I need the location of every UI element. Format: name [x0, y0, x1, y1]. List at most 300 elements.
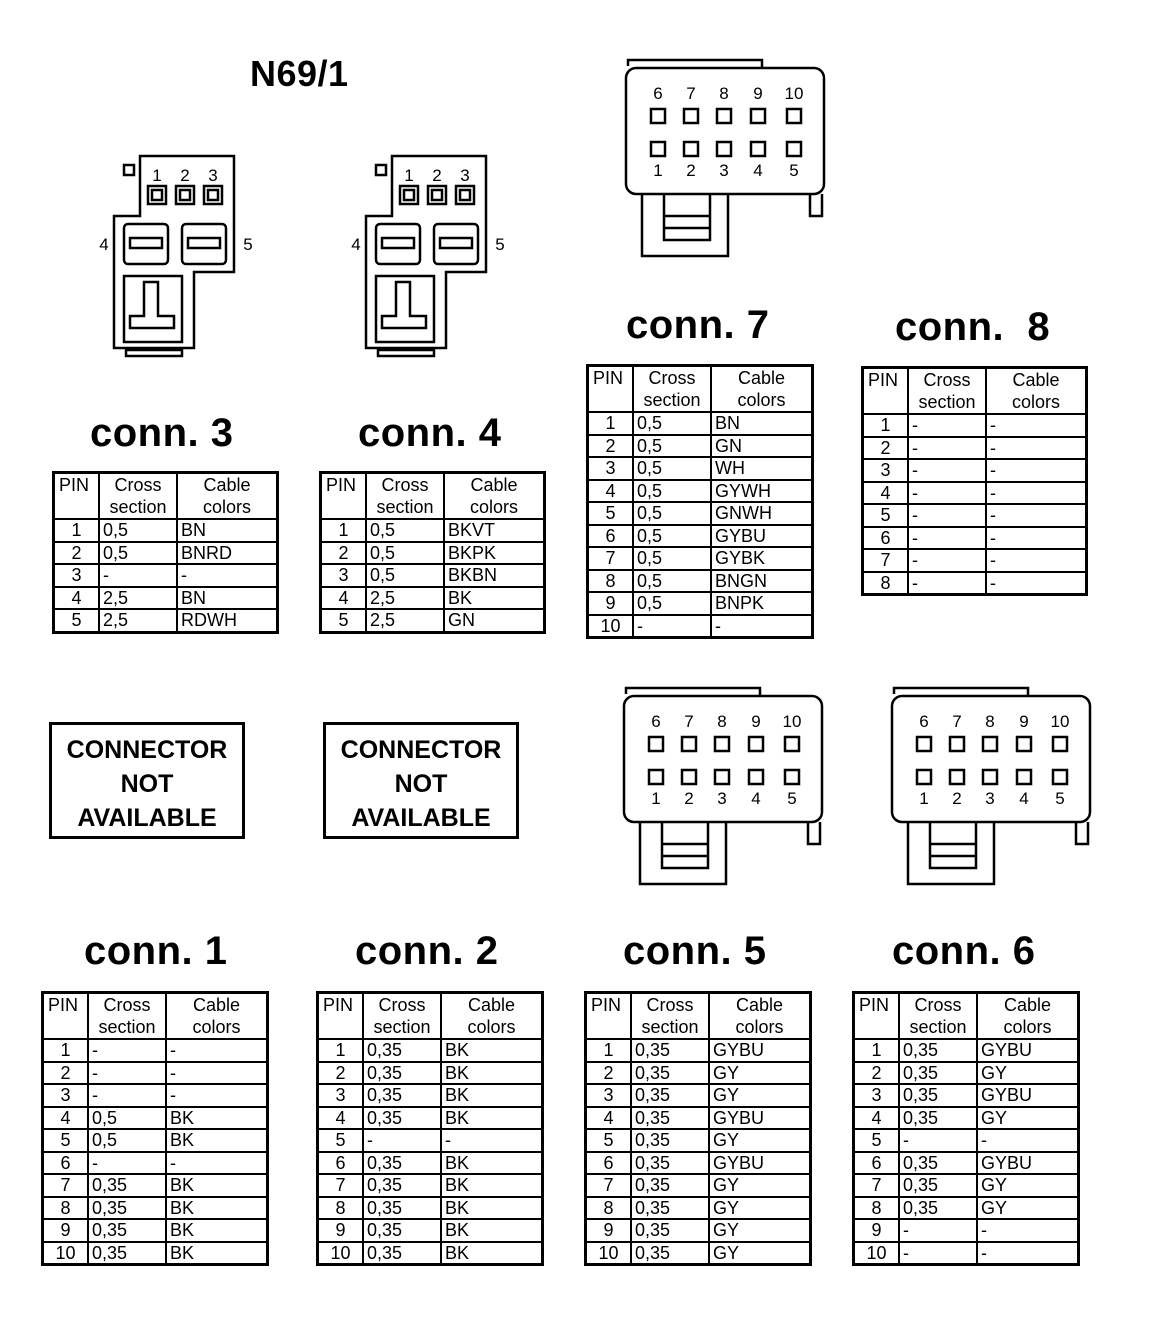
table-row [854, 1129, 1079, 1152]
cable-color-cell: BK [166, 1174, 268, 1197]
cross-section-cell: - [908, 482, 986, 505]
pin-cell: 4 [318, 1107, 364, 1130]
table-row [318, 1062, 543, 1085]
header-pin: PIN [43, 993, 89, 1040]
lock-frame [376, 276, 434, 342]
table-header-row [588, 366, 813, 413]
pin-number-label: 3 [985, 789, 995, 808]
pin-cell: 4 [863, 482, 909, 505]
table-row [321, 587, 545, 610]
cross-section-cell: 0,5 [633, 412, 711, 435]
table-row [54, 587, 278, 610]
pin-number-label: 8 [717, 712, 727, 731]
lock-frame [124, 276, 182, 342]
pin-number-label: 2 [684, 789, 694, 808]
pin-socket [1017, 770, 1031, 784]
table-row [863, 437, 1087, 460]
cross-section-cell: 0,35 [363, 1107, 441, 1130]
table-row [588, 525, 813, 548]
table-row [863, 482, 1087, 505]
pin-socket [950, 770, 964, 784]
table-row [43, 1129, 268, 1152]
pin-cell: 9 [586, 1219, 632, 1242]
pin-cell: 4 [321, 587, 367, 610]
pin-number-label: 10 [1050, 712, 1070, 731]
cross-section-cell: 2,5 [366, 609, 444, 632]
header-pin: PIN [586, 993, 632, 1040]
cable-color-cell: BK [166, 1197, 268, 1220]
pin-cell: 2 [863, 437, 909, 460]
header-cable-colors: Cable colors [709, 993, 811, 1040]
pin-cell: 2 [54, 542, 100, 565]
lock-frame [642, 194, 728, 256]
cable-color-cell: GYBU [709, 1107, 811, 1130]
pin-cell: 3 [588, 457, 634, 480]
pin-cell: 6 [43, 1152, 89, 1175]
cross-section-cell: - [908, 437, 986, 460]
not-available-line3: AVAILABLE [351, 804, 491, 832]
pin-cell: 10 [854, 1242, 900, 1265]
cable-color-cell: GY [709, 1197, 811, 1220]
table-row [321, 519, 545, 542]
cross-section-cell: 0,5 [633, 502, 711, 525]
pin-number-label: 1 [919, 789, 929, 808]
pin-number-label: 8 [719, 84, 729, 103]
table-row [854, 1084, 1079, 1107]
pin-number-label: 9 [1019, 712, 1029, 731]
cross-section-cell: 0,35 [631, 1107, 709, 1130]
cable-color-cell: GY [709, 1129, 811, 1152]
pin-number-label: 1 [651, 789, 661, 808]
pin-cell: 9 [43, 1219, 89, 1242]
table-row [863, 572, 1087, 595]
pin-socket-inner [460, 190, 470, 200]
table-row [588, 502, 813, 525]
pin-cell: 2 [318, 1062, 364, 1085]
table-row [588, 480, 813, 503]
pin-cell: 5 [854, 1129, 900, 1152]
pin-socket [456, 186, 474, 204]
table-row [54, 542, 278, 565]
pin-cell: 6 [318, 1152, 364, 1175]
header-pin: PIN [854, 993, 900, 1040]
table-row [43, 1219, 268, 1242]
cable-color-cell: - [986, 414, 1087, 437]
header-cross-section: Cross section [631, 993, 709, 1040]
table-row [43, 1084, 268, 1107]
pin-cell: 1 [54, 519, 100, 542]
header-pin: PIN [588, 366, 634, 413]
connector-base [378, 350, 434, 356]
cable-color-cell: BK [441, 1152, 543, 1175]
pin-socket-inner [152, 190, 162, 200]
pin-number-label: 5 [495, 235, 505, 254]
pin-cell: 7 [863, 549, 909, 572]
pin-cell: 4 [43, 1107, 89, 1130]
cable-color-cell: BN [177, 587, 278, 610]
cable-color-cell: GY [709, 1219, 811, 1242]
conn7-title: conn. 7 [626, 303, 770, 347]
cross-section-cell: 0,35 [631, 1129, 709, 1152]
table-header-row [863, 368, 1087, 415]
side-latch [810, 194, 822, 216]
cable-color-cell: GY [977, 1197, 1079, 1220]
cable-color-cell: GY [977, 1107, 1079, 1130]
pin-socket [717, 109, 731, 123]
table-row [318, 1084, 543, 1107]
not-available-line1: CONNECTOR [340, 736, 502, 764]
cable-color-cell: GYBU [977, 1152, 1079, 1175]
pin-cell: 10 [586, 1242, 632, 1265]
pin-socket [682, 737, 696, 751]
cable-color-cell: GN [711, 435, 813, 458]
connector-not-available-box-conn1 [49, 722, 245, 839]
pin-cell: 2 [588, 435, 634, 458]
table-row [43, 1174, 268, 1197]
pin-socket [204, 186, 222, 204]
cable-color-cell: BNRD [177, 542, 278, 565]
cable-color-cell: - [711, 615, 813, 638]
cable-color-cell: BK [444, 587, 545, 610]
main-title: N69/1 [250, 53, 349, 94]
cable-color-cell: GYBU [709, 1039, 811, 1062]
cross-section-cell: 0,5 [633, 547, 711, 570]
pin-socket-inner [208, 190, 218, 200]
cable-color-cell: - [986, 459, 1087, 482]
cable-color-cell: GYBU [711, 525, 813, 548]
cable-color-cell: RDWH [177, 609, 278, 632]
table-row [588, 615, 813, 638]
cross-section-cell: - [908, 504, 986, 527]
header-cross-section: Cross section [88, 993, 166, 1040]
pin-socket [428, 186, 446, 204]
cable-color-cell: BN [177, 519, 278, 542]
cross-section-cell: 0,5 [633, 480, 711, 503]
table-row [854, 1039, 1079, 1062]
pin-cell: 2 [854, 1062, 900, 1085]
conn4-title: conn. 4 [358, 411, 502, 455]
cross-section-cell: - [88, 1039, 166, 1062]
pin-cell: 3 [854, 1084, 900, 1107]
table-row [588, 570, 813, 593]
pin-number-label: 4 [1019, 789, 1029, 808]
pin-cell: 8 [586, 1197, 632, 1220]
cross-section-cell: 2,5 [366, 587, 444, 610]
pin-number-label: 2 [686, 161, 696, 180]
lock-frame [640, 822, 726, 884]
cross-section-cell: 0,5 [633, 592, 711, 615]
table-row [863, 527, 1087, 550]
pin-number-label: 3 [208, 166, 218, 185]
cross-section-cell: 0,35 [363, 1174, 441, 1197]
pin-number-label: 7 [686, 84, 696, 103]
cross-section-cell: - [908, 549, 986, 572]
header-pin: PIN [54, 473, 100, 520]
table-row [321, 609, 545, 632]
pin-cell: 3 [43, 1084, 89, 1107]
table-row [588, 457, 813, 480]
pin-socket [785, 737, 799, 751]
header-pin: PIN [863, 368, 909, 415]
pin-cell: 10 [588, 615, 634, 638]
pin-cell: 2 [586, 1062, 632, 1085]
pin-cell: 8 [854, 1197, 900, 1220]
cross-section-cell: - [363, 1129, 441, 1152]
table-row [321, 542, 545, 565]
pin-number-label: 7 [684, 712, 694, 731]
table-header-row [854, 993, 1079, 1040]
cable-color-cell: GY [977, 1062, 1079, 1085]
pin-socket [749, 737, 763, 751]
header-cable-colors: Cable colors [444, 473, 545, 520]
table-row [43, 1242, 268, 1265]
cable-color-cell: BNPK [711, 592, 813, 615]
latch-tab [376, 165, 386, 175]
pin-number-label: 9 [753, 84, 763, 103]
cable-color-cell: BK [166, 1219, 268, 1242]
cross-section-cell: - [88, 1062, 166, 1085]
table-row [54, 519, 278, 542]
pin-socket [785, 770, 799, 784]
cable-color-cell: - [986, 504, 1087, 527]
pin-socket [983, 770, 997, 784]
pin-cell: 6 [863, 527, 909, 550]
table-row [863, 504, 1087, 527]
pin-number-label: 9 [751, 712, 761, 731]
pin-cell: 8 [43, 1197, 89, 1220]
header-cross-section: Cross section [633, 366, 711, 413]
cable-color-cell: - [986, 482, 1087, 505]
pin-number-label: 4 [751, 789, 761, 808]
conn8-table [861, 366, 1088, 596]
pin-socket [749, 770, 763, 784]
cross-section-cell: - [88, 1084, 166, 1107]
header-cross-section: Cross section [899, 993, 977, 1040]
table-header-row [43, 993, 268, 1040]
table-row [43, 1152, 268, 1175]
pin-cell: 1 [586, 1039, 632, 1062]
pin-cell: 8 [318, 1197, 364, 1220]
connector-not-available-box-conn2 [323, 722, 519, 839]
lock-lever [930, 822, 976, 868]
table-row [588, 592, 813, 615]
pin-socket [917, 737, 931, 751]
pin-number-label: 2 [180, 166, 190, 185]
pin-number-label: 5 [243, 235, 253, 254]
pin-socket [715, 737, 729, 751]
table-row [318, 1197, 543, 1220]
cable-color-cell: - [986, 572, 1087, 595]
cable-color-cell: BK [441, 1062, 543, 1085]
pin-number-label: 4 [99, 235, 109, 254]
cable-color-cell: - [986, 437, 1087, 460]
pin-cell: 1 [318, 1039, 364, 1062]
pin-socket [917, 770, 931, 784]
small-connector-drawing-conn4 [348, 150, 508, 360]
cable-color-cell: - [977, 1129, 1079, 1152]
cross-section-cell: - [88, 1152, 166, 1175]
lock-lever [664, 194, 710, 240]
cable-color-cell: GY [709, 1174, 811, 1197]
pin-cell: 5 [43, 1129, 89, 1152]
pin-cell: 3 [318, 1084, 364, 1107]
pin-socket [400, 186, 418, 204]
cross-section-cell: 0,35 [88, 1174, 166, 1197]
conn5-title: conn. 5 [623, 929, 767, 973]
table-row [854, 1242, 1079, 1265]
pin-cell: 10 [43, 1242, 89, 1265]
pin-socket [787, 109, 801, 123]
pin-cell: 7 [318, 1174, 364, 1197]
pin-cell: 3 [54, 564, 100, 587]
pin-cell: 3 [863, 459, 909, 482]
header-cable-colors: Cable colors [711, 366, 813, 413]
conn1-title: conn. 1 [84, 929, 228, 973]
pin-cell: 6 [588, 525, 634, 548]
cable-color-cell: BN [711, 412, 813, 435]
pin-cell: 1 [43, 1039, 89, 1062]
cable-color-cell: GY [709, 1084, 811, 1107]
not-available-line3: AVAILABLE [77, 804, 217, 832]
conn2-title: conn. 2 [355, 929, 499, 973]
cable-color-cell: GY [709, 1062, 811, 1085]
table-header-row [586, 993, 811, 1040]
cable-color-cell: BK [441, 1107, 543, 1130]
header-cross-section: Cross section [99, 473, 177, 520]
cross-section-cell: 0,35 [88, 1197, 166, 1220]
table-row [321, 564, 545, 587]
header-cross-section: Cross section [908, 368, 986, 415]
cable-color-cell: - [177, 564, 278, 587]
pin-cell: 5 [586, 1129, 632, 1152]
cross-section-cell: - [899, 1129, 977, 1152]
table-row [588, 435, 813, 458]
latch-tab [124, 165, 134, 175]
pin-socket [651, 109, 665, 123]
pin-socket [176, 186, 194, 204]
pin-socket-inner [180, 190, 190, 200]
small-connector-drawing-conn3 [96, 150, 256, 360]
header-cross-section: Cross section [363, 993, 441, 1040]
header-cross-section: Cross section [366, 473, 444, 520]
cable-color-cell: - [166, 1152, 268, 1175]
power-pin-blade [440, 238, 472, 248]
cable-color-cell: GYBU [709, 1152, 811, 1175]
not-available-line2: NOT [394, 770, 448, 798]
cross-section-cell: 0,35 [631, 1062, 709, 1085]
pin-number-label: 5 [787, 789, 797, 808]
cross-section-cell: 0,35 [899, 1107, 977, 1130]
table-row [586, 1107, 811, 1130]
cross-section-cell: 0,35 [363, 1219, 441, 1242]
cross-section-cell: - [899, 1242, 977, 1265]
table-row [318, 1152, 543, 1175]
cable-color-cell: - [986, 527, 1087, 550]
pin-cell: 9 [588, 592, 634, 615]
pin-cell: 9 [854, 1219, 900, 1242]
cable-color-cell: BK [441, 1084, 543, 1107]
conn7-table [586, 364, 814, 639]
cable-color-cell: - [986, 549, 1087, 572]
table-row [586, 1062, 811, 1085]
pin-number-label: 10 [782, 712, 802, 731]
pin-number-label: 3 [719, 161, 729, 180]
pin-number-label: 1 [404, 166, 414, 185]
pin-socket [684, 142, 698, 156]
cross-section-cell: 0,5 [88, 1107, 166, 1130]
cross-section-cell: - [908, 572, 986, 595]
lock-frame [908, 822, 994, 884]
pin-number-label: 2 [432, 166, 442, 185]
cable-color-cell: BK [441, 1174, 543, 1197]
pin-cell: 5 [321, 609, 367, 632]
cross-section-cell: - [908, 459, 986, 482]
table-header-row [321, 473, 545, 520]
pin-cell: 5 [54, 609, 100, 632]
header-cable-colors: Cable colors [441, 993, 543, 1040]
cross-section-cell: 0,5 [633, 570, 711, 593]
header-cable-colors: Cable colors [166, 993, 268, 1040]
pin-socket [651, 142, 665, 156]
cable-color-cell: BK [166, 1242, 268, 1265]
pin-number-label: 4 [753, 161, 763, 180]
cross-section-cell: 0,5 [366, 564, 444, 587]
pin-cell: 7 [588, 547, 634, 570]
pin-number-label: 5 [789, 161, 799, 180]
cross-section-cell: 0,35 [631, 1219, 709, 1242]
cross-section-cell: - [99, 564, 177, 587]
cross-section-cell: 0,35 [363, 1242, 441, 1265]
table-row [54, 609, 278, 632]
cable-color-cell: BK [441, 1242, 543, 1265]
pin-cell: 5 [318, 1129, 364, 1152]
cable-color-cell: BK [441, 1197, 543, 1220]
cable-color-cell: BK [166, 1129, 268, 1152]
table-row [43, 1039, 268, 1062]
side-latch [808, 822, 820, 844]
conn6-table [852, 991, 1080, 1266]
pin-socket [1053, 737, 1067, 751]
cable-color-cell: - [166, 1062, 268, 1085]
header-cable-colors: Cable colors [986, 368, 1087, 415]
table-row [318, 1129, 543, 1152]
header-pin: PIN [318, 993, 364, 1040]
pin-cell: 2 [43, 1062, 89, 1085]
header-pin: PIN [321, 473, 367, 520]
pin-cell: 4 [54, 587, 100, 610]
pin-cell: 9 [318, 1219, 364, 1242]
table-row [586, 1129, 811, 1152]
table-row [586, 1039, 811, 1062]
cable-color-cell: GYBU [977, 1039, 1079, 1062]
cable-color-cell: WH [711, 457, 813, 480]
cable-color-cell: GNWH [711, 502, 813, 525]
pin-cell: 5 [588, 502, 634, 525]
power-pin-blade [130, 238, 162, 248]
cross-section-cell: 2,5 [99, 587, 177, 610]
pin-cell: 4 [588, 480, 634, 503]
table-row [588, 412, 813, 435]
large-connector-drawing-conn6 [884, 680, 1104, 895]
pin-cell: 1 [854, 1039, 900, 1062]
pin-number-label: 7 [952, 712, 962, 731]
table-row [586, 1219, 811, 1242]
pin-socket [950, 737, 964, 751]
cross-section-cell: 0,5 [366, 519, 444, 542]
pin-socket [787, 142, 801, 156]
not-available-line2: NOT [120, 770, 174, 798]
large-connector-drawing-conn5 [616, 680, 836, 895]
